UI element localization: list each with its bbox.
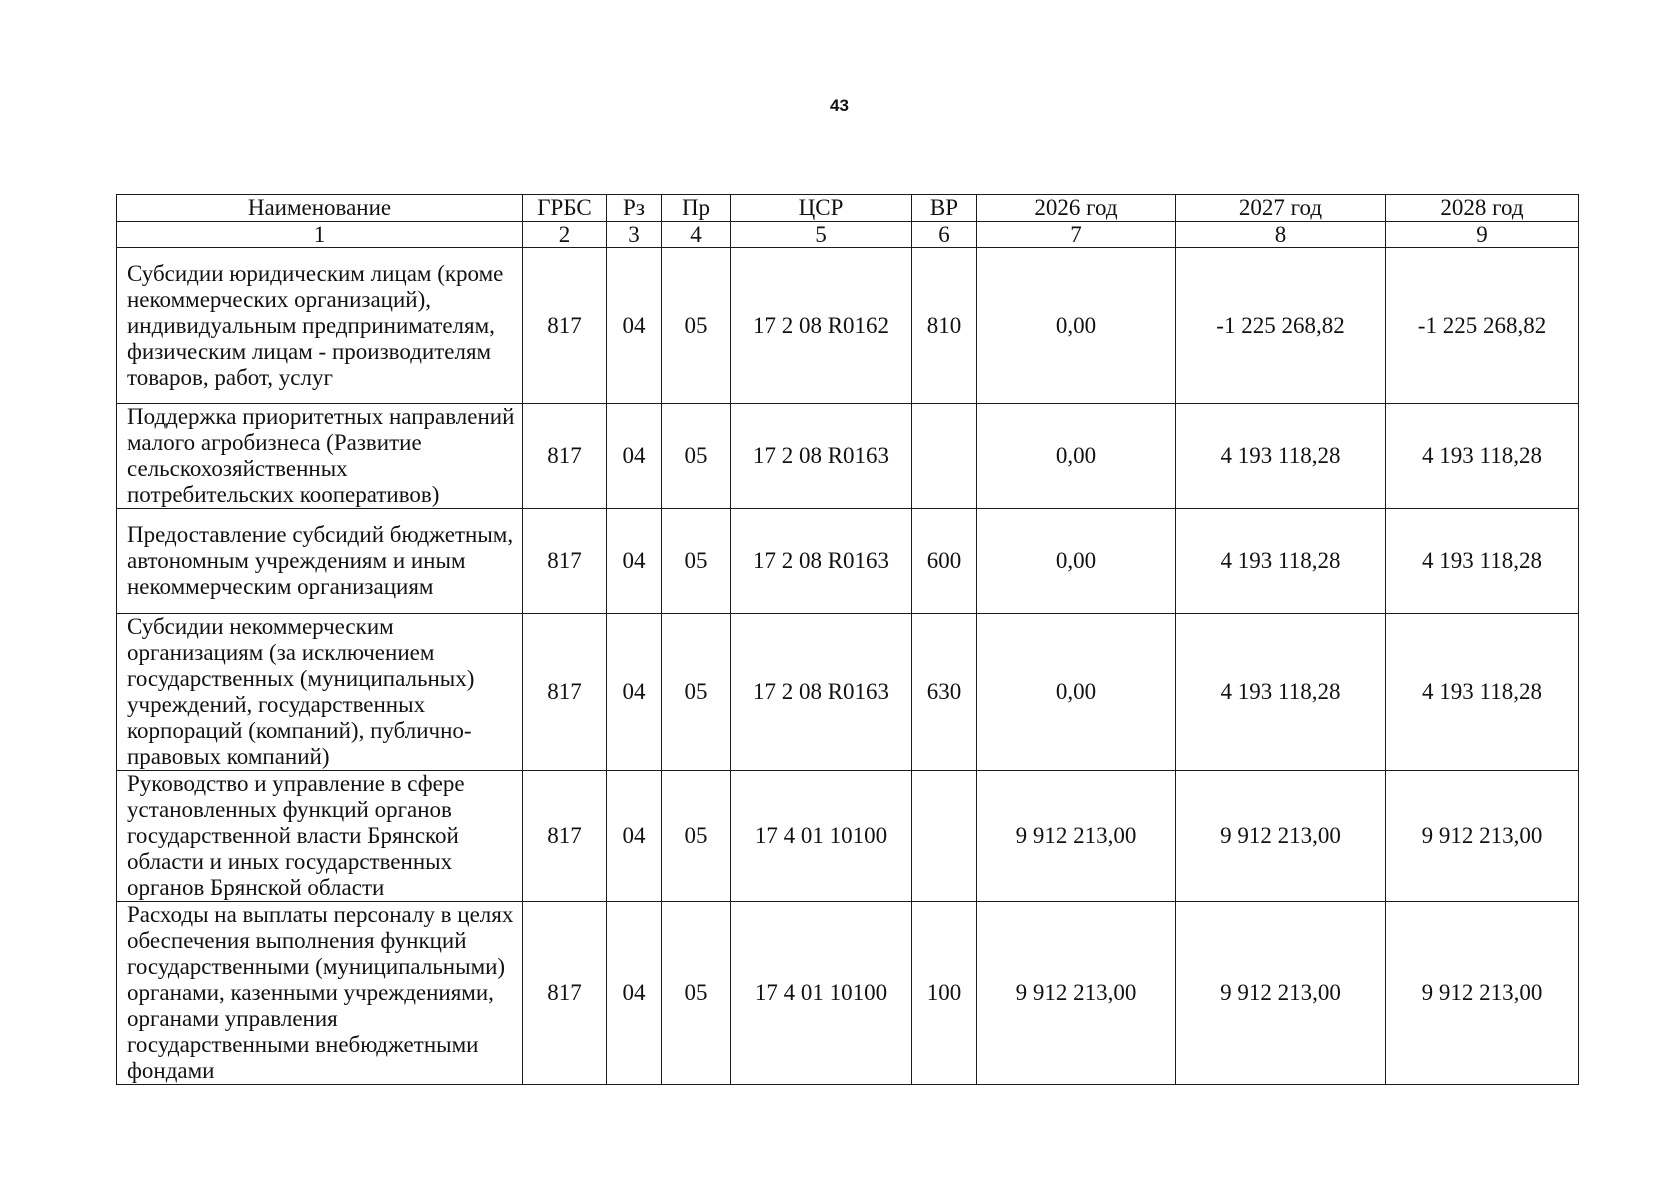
row-pr: 05 [662,248,731,404]
column-number: 2 [523,222,607,248]
row-2027: 4 193 118,28 [1176,614,1386,771]
row-grbs: 817 [523,771,607,902]
row-2026: 0,00 [977,509,1176,614]
row-2026: 0,00 [977,248,1176,404]
row-name: Расходы на выплаты персоналу в целях обеспечения выполнения функций государственными (муниципальными) органами, казенными учреждениями, органами управления государственными внебюджетными фондами [117,902,523,1085]
column-number: 8 [1176,222,1386,248]
row-name: Предоставление субсидий бюджетным, автономным учреждениям и иным некоммерческим организациям [117,509,523,614]
row-2027: 4 193 118,28 [1176,404,1386,509]
row-2028: 9 912 213,00 [1386,902,1579,1085]
row-pr: 05 [662,771,731,902]
row-csr: 17 2 08 R0163 [731,404,912,509]
row-rz: 04 [607,404,662,509]
row-2026: 9 912 213,00 [977,771,1176,902]
row-grbs: 817 [523,509,607,614]
row-rz: 04 [607,771,662,902]
table-row [117,404,1579,509]
page-number: 43 [830,96,849,115]
row-pr: 05 [662,404,731,509]
row-pr: 05 [662,509,731,614]
row-rz: 04 [607,614,662,771]
row-grbs: 817 [523,404,607,509]
column-number: 4 [662,222,731,248]
row-2026: 0,00 [977,614,1176,771]
header-name: Наименование [117,195,523,222]
row-2028: -1 225 268,82 [1386,248,1579,404]
row-2027: 9 912 213,00 [1176,902,1386,1085]
row-vr: 810 [912,248,977,404]
row-csr: 17 2 08 R0163 [731,509,912,614]
header-row [117,195,1579,222]
header-pr: Пр [662,195,731,222]
row-grbs: 817 [523,248,607,404]
table-row [117,509,1579,614]
header-2026: 2026 год [977,195,1176,222]
column-number: 9 [1386,222,1579,248]
row-rz: 04 [607,248,662,404]
column-number: 1 [117,222,523,248]
row-csr: 17 2 08 R0163 [731,614,912,771]
row-2028: 9 912 213,00 [1386,771,1579,902]
header-2027: 2027 год [1176,195,1386,222]
row-name: Руководство и управление в сфере установленных функций органов государственной власти Брянской области и иных государственных органов Брянской области [117,771,523,902]
header-2028: 2028 год [1386,195,1579,222]
row-2027: 9 912 213,00 [1176,771,1386,902]
column-number: 5 [731,222,912,248]
row-rz: 04 [607,509,662,614]
header-grbs: ГРБС [523,195,607,222]
column-number: 7 [977,222,1176,248]
header-csr: ЦСР [731,195,912,222]
row-grbs: 817 [523,614,607,771]
table-row [117,614,1579,771]
row-2026: 9 912 213,00 [977,902,1176,1085]
row-csr: 17 4 01 10100 [731,902,912,1085]
row-vr: 100 [912,902,977,1085]
row-2028: 4 193 118,28 [1386,404,1579,509]
header-vr: ВР [912,195,977,222]
row-2027: 4 193 118,28 [1176,509,1386,614]
table-row [117,771,1579,902]
row-vr [912,404,977,509]
row-name: Субсидии юридическим лицам (кроме некоммерческих организаций), индивидуальным предпринимателям, физическим лицам - производителям товаров, работ, услуг [117,248,523,404]
header-rz: Рз [607,195,662,222]
column-number: 6 [912,222,977,248]
row-vr: 630 [912,614,977,771]
row-vr [912,771,977,902]
row-2028: 4 193 118,28 [1386,509,1579,614]
table-row [117,902,1579,1085]
row-grbs: 817 [523,902,607,1085]
row-2027: -1 225 268,82 [1176,248,1386,404]
row-2028: 4 193 118,28 [1386,614,1579,771]
budget-table [116,194,1579,1085]
row-pr: 05 [662,614,731,771]
row-name: Субсидии некоммерческим организациям (за исключением государственных (муниципальных) учреждений, государственных корпораций (компаний), публично-правовых компаний) [117,614,523,771]
row-csr: 17 4 01 10100 [731,771,912,902]
column-number-row [117,222,1579,248]
row-pr: 05 [662,902,731,1085]
table-row [117,248,1579,404]
row-rz: 04 [607,902,662,1085]
column-number: 3 [607,222,662,248]
row-2026: 0,00 [977,404,1176,509]
row-csr: 17 2 08 R0162 [731,248,912,404]
row-vr: 600 [912,509,977,614]
row-name: Поддержка приоритетных направлений малого агробизнеса (Развитие сельскохозяйственных потребительских кооперативов) [117,404,523,509]
